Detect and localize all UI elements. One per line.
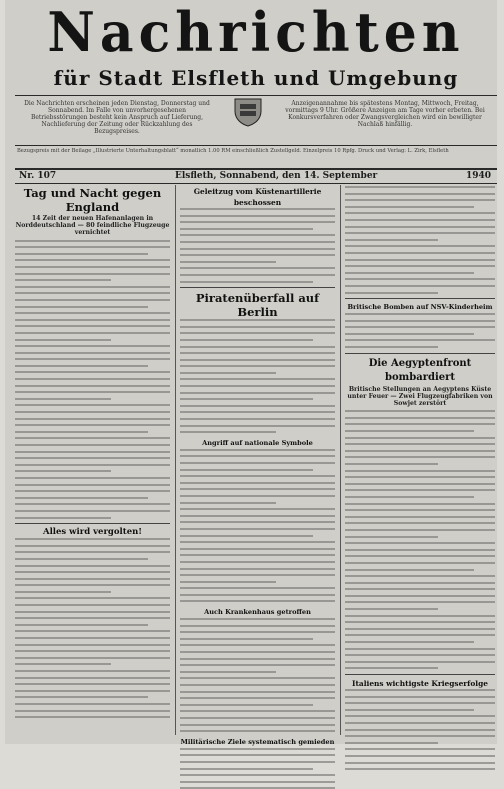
subhead-militaerische-ziele: Militärische Ziele systematisch gemieden <box>180 737 335 746</box>
article-text <box>15 240 170 519</box>
town-crest-icon <box>231 97 265 127</box>
article-separator <box>345 353 495 354</box>
headline-alles-wird-vergolten: Alles wird vergolten! <box>42 527 143 538</box>
deck-aegyptenfront: Britische Stellungen an Aegyptens Küste unter Feuer — Zwei Flugzeugfabriken von Sowjet zerstört <box>347 385 493 408</box>
notice-rule <box>15 145 497 146</box>
left-notice: Die Nachrichten erscheinen jeden Dienstag, Donnerstag und Sonnabend. Im Falle von unvorhergesehenen Betriebsstörungen besteht kein Anspruch auf Lieferung, Nachlieferung der Zeitung oder Rückzahlung des Bezugspreises. <box>24 100 210 135</box>
right-notice: Anzeigenannahme bis spätestens Montag, Mittwoch, Freitag, vormittags 9 Uhr. Größere Anzeigen am Tage vorher erbeten. Bei Konkursverfahren oder Zwangsvergleichen wird ein bewilligter Nachlaß hinfällig. <box>285 100 485 128</box>
article-text <box>180 319 335 433</box>
article-text <box>345 689 495 770</box>
column-3 <box>345 186 495 736</box>
article-separator <box>345 674 495 675</box>
article-text <box>180 208 335 283</box>
headline-aegyptenfront: Die Aegyptenfront bombardiert <box>368 357 472 383</box>
article-text <box>180 748 335 789</box>
column-divider <box>340 185 341 735</box>
column-divider <box>175 185 176 735</box>
masthead-title: Nachrichten <box>47 0 465 65</box>
article-text <box>180 618 335 732</box>
article-text <box>180 449 335 603</box>
newspaper-page <box>5 0 497 744</box>
masthead-subtitle: für Stadt Elsfleth und Umgebung <box>53 66 459 90</box>
subhead-angriff: Angriff auf nationale Symbole <box>202 438 313 447</box>
article-separator <box>15 523 170 524</box>
article-separator <box>180 287 335 288</box>
article-text <box>345 186 495 294</box>
issue-number: Nr. 107 <box>19 171 57 181</box>
issue-year: 1940 <box>465 171 491 181</box>
deck-tag-und-nacht: 14 Zeit der neuen Hafenanlagen in Norddeutschland — 80 feindliche Flugzeuge vernichtet <box>15 215 170 237</box>
info-line: Bezugspreis mit der Beilage „Illustrierte Unterhaltungsblatt“ monatlich 1.00 RM einschließlich Zustellgeld. Einzelpreis 10 Rpfg. Druck und Verlag: L. Zirk, Elsfleth <box>17 148 449 154</box>
headline-nsv-kinderheim: Britische Bomben auf NSV-Kinderheim <box>347 303 493 312</box>
article-separator <box>345 298 495 299</box>
subhead-krankenhaus: Auch Krankenhaus getroffen <box>204 608 311 617</box>
headline-tag-und-nacht: Tag und Nacht gegen England <box>23 186 162 214</box>
column-2 <box>180 186 335 746</box>
column-1 <box>15 186 170 736</box>
masthead-rule <box>15 95 497 96</box>
headline-kriegserfolge: Italiens wichtigste Kriegserfolge <box>352 679 488 689</box>
headline-piratenueberfall: Piratenüberfall auf Berlin <box>195 291 320 320</box>
article-text <box>345 313 495 348</box>
dateline <box>15 170 497 182</box>
article-text <box>15 538 170 718</box>
article-text <box>345 410 495 669</box>
dateline-bottom-rule <box>15 183 497 184</box>
issue-date: Elsfleth, Sonnabend, den 14. September <box>175 171 378 181</box>
headline-geleitzug: Geleitzug vom Küstenartillerie beschossen <box>193 187 322 207</box>
